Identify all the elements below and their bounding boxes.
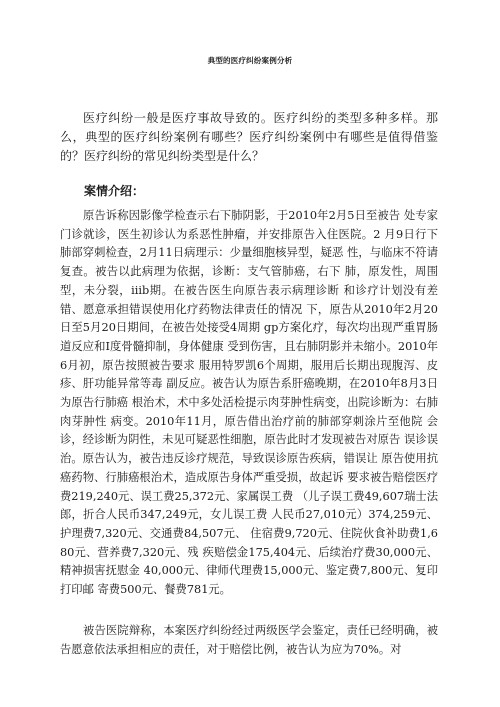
document-title: 典型的医疗纠纷案例分析	[207, 56, 293, 65]
defense-paragraph: 被告医院辩称，本案医疗纠纷经过两级医学会鉴定，责任已经明确，被告愿意依法承担相应的责任，对于赔偿比例，被告认为应为70%。对	[60, 624, 438, 656]
case-body-paragraph: 原告诉称因影像学检查示右下肺阴影，于2010年2月5日至被告 处专家门诊就诊，医生初诊认为系恶性肿瘤，并安排原告入住医院。2 月9日行下肺部穿刺检查，2月11日病理示：少量细胞核异型，疑恶 性，与临床不符请复查。被告以此病理为依据，诊断：支气管肺癌，右下 肺，原发性，周围型，未分裂，iiib期。在被告医生向原告表示病理诊断 和诊疗计划没有差错、愿意承担错误使用化疗药物法律责任的情况 下，原告从2010年2月20日至5月20日期间，在被告处接受4周期 gp方案化疗，每次均出现严重胃肠道反应和I度骨髓抑制，身体健康 受到伤害，且右肺阴影并未缩小。2010年6月初，原告按照被告要求 服用特罗凯6个周期，服用后长期出现腹泻、皮疹、肝功能异常等毒 副反应。被告认为原告系肝癌晚期，在2010年8月3日为原告行肺癌 根治术，术中多处活检提示肉芽肿性病变，出院诊断为：右肺肉芽肿性 病变。2010年11月，原告借出治疗前的肺部穿刺涂片至他院 会诊，经诊断为阴性，未见可疑恶性细胞，原告此时才发现被告对原告 误诊误治。原告认为，被告违反诊疗规范，导致误诊原告疾病，错误让 原告使用抗癌药物、行肺癌根治术，造成原告身体严重受损，故起诉 要求被告赔偿医疗费219,240元、误工费25,372元、家属误工费 （儿子误工费49,607瑞士法郎，折合人民币347,249元，女儿误工费 人民币27,010元）374,259元、护理费7,320元、交通费84,507元、 住宿费9,720元、住院伙食补助费1,680元、营养费7,320元、残 疾赔偿金175,404元、后续治疗费30,000元、精神损害抚慰金 40,000元、律师代理费15,000元、鉴定费7,800元、复印打印邮 寄费500元、餐费781元。	[60, 209, 438, 597]
intro-paragraph: 医疗纠纷一般是医疗事故导致的。医疗纠纷的类型多种多样。那么，典型的医疗纠纷案例有哪些？医疗纠纷案例中有哪些是值得借鉴的？医疗纠纷的常见纠纷类型是什么？	[60, 111, 438, 163]
case-heading: 案情介绍：	[84, 184, 145, 198]
